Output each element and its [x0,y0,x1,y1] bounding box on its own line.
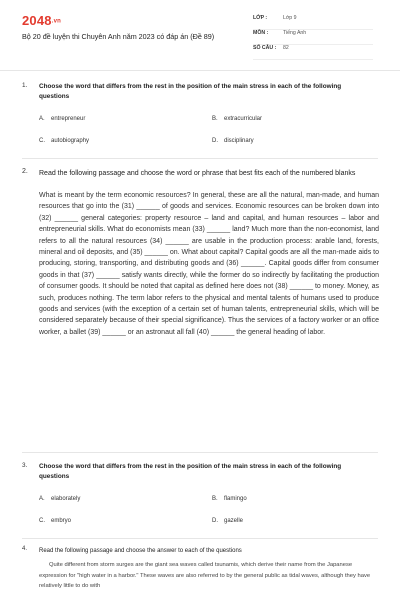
passage-text: Quite different from storm surges are the giant sea waves called tsunamis, which derive their name from the Japanese expression for "high water in a harbor." These waves are also referred to by the general public as tidal waves, although they have relatively little to do with [39,562,371,589]
meta-label: MÔN : [253,30,269,36]
question-title: Read the following passage and choose the answer to each of the questions [39,548,242,554]
meta-value: 82 [283,45,289,51]
option-a[interactable]: A. entrepreneur [39,116,86,122]
document-header [0,0,400,71]
option-c[interactable]: C. embryo [39,518,72,524]
option-b[interactable]: B. flamingo [212,496,247,502]
question-title: Choose the word that differs from the rest in the position of the main stress in each of the following questions [39,83,342,100]
divider [22,158,378,159]
divider [22,538,378,539]
question-number: 2. [22,168,28,175]
document-meta [253,15,373,60]
meta-label: SỐ CÂU : [253,45,277,51]
meta-label: LỚP : [253,15,268,21]
question-title: Choose the word that differs from the rest in the position of the main stress in each of the following questions [39,463,342,480]
passage-text: What is meant by the term economic resources? In general, these are all the natural, man-made, and human resources that go into the (31) ______ of goods and services. Economic resources can be broken down into (32) ______ general categories: property resource – land and capital, and human resources – labor and entrepreneurial skills. What do economists mean (33) ______ land? Much more than the non-economist, land refers to all the natural resources (34) ______ are usable in the production process: arable land, forests, mineral and oil deposits, and (35) ______ on. What about capital? Capital goods are all the man-made aids to producing, storing, transporting, and distributing goods and (36) ______. Capital goods differ from consumer goods in that (37) ______ satisfy wants directly, while the former do so indirectly by facilitating the production of consumer goods. It should be noted that capital as defined here does not (38) ______ to money. Money, as such, produces nothing. The term labor refers to the physical and mental talents of humans used to produce goods and services (with the exception of a certain set of human talents, entrepreneurial skills, which will be considered separately because of their special significance). Thus the services of a factory worker or an office worker, a ballet (39) ______ or an astronaut all fall (40) ______ the general heading of labor. [39,192,379,336]
divider [22,452,378,453]
option-d[interactable]: D. disciplinary [212,138,254,144]
option-b[interactable]: B. extracurricular [212,116,263,122]
meta-row-class [253,15,373,30]
site-logo[interactable]: 2048.vn [22,13,62,28]
question-number: 4. [22,546,28,552]
question-number: 3. [22,462,28,469]
meta-value: Lớp 9 [283,15,297,21]
option-d[interactable]: D. gazelle [212,518,244,524]
document-title: Bộ 20 đề luyện thi Chuyên Anh năm 2023 có đáp án (Đề 89) [22,32,215,41]
meta-row-count [253,45,373,60]
question-number: 1. [22,82,28,89]
question-title: Read the following passage and choose the word or phrase that best fits each of the numbered blanks [39,170,356,177]
option-c[interactable]: C. autobiography [39,138,90,144]
meta-value: Tiếng Anh [283,30,307,36]
meta-row-subject [253,30,373,45]
option-a[interactable]: A. elaborately [39,496,81,502]
